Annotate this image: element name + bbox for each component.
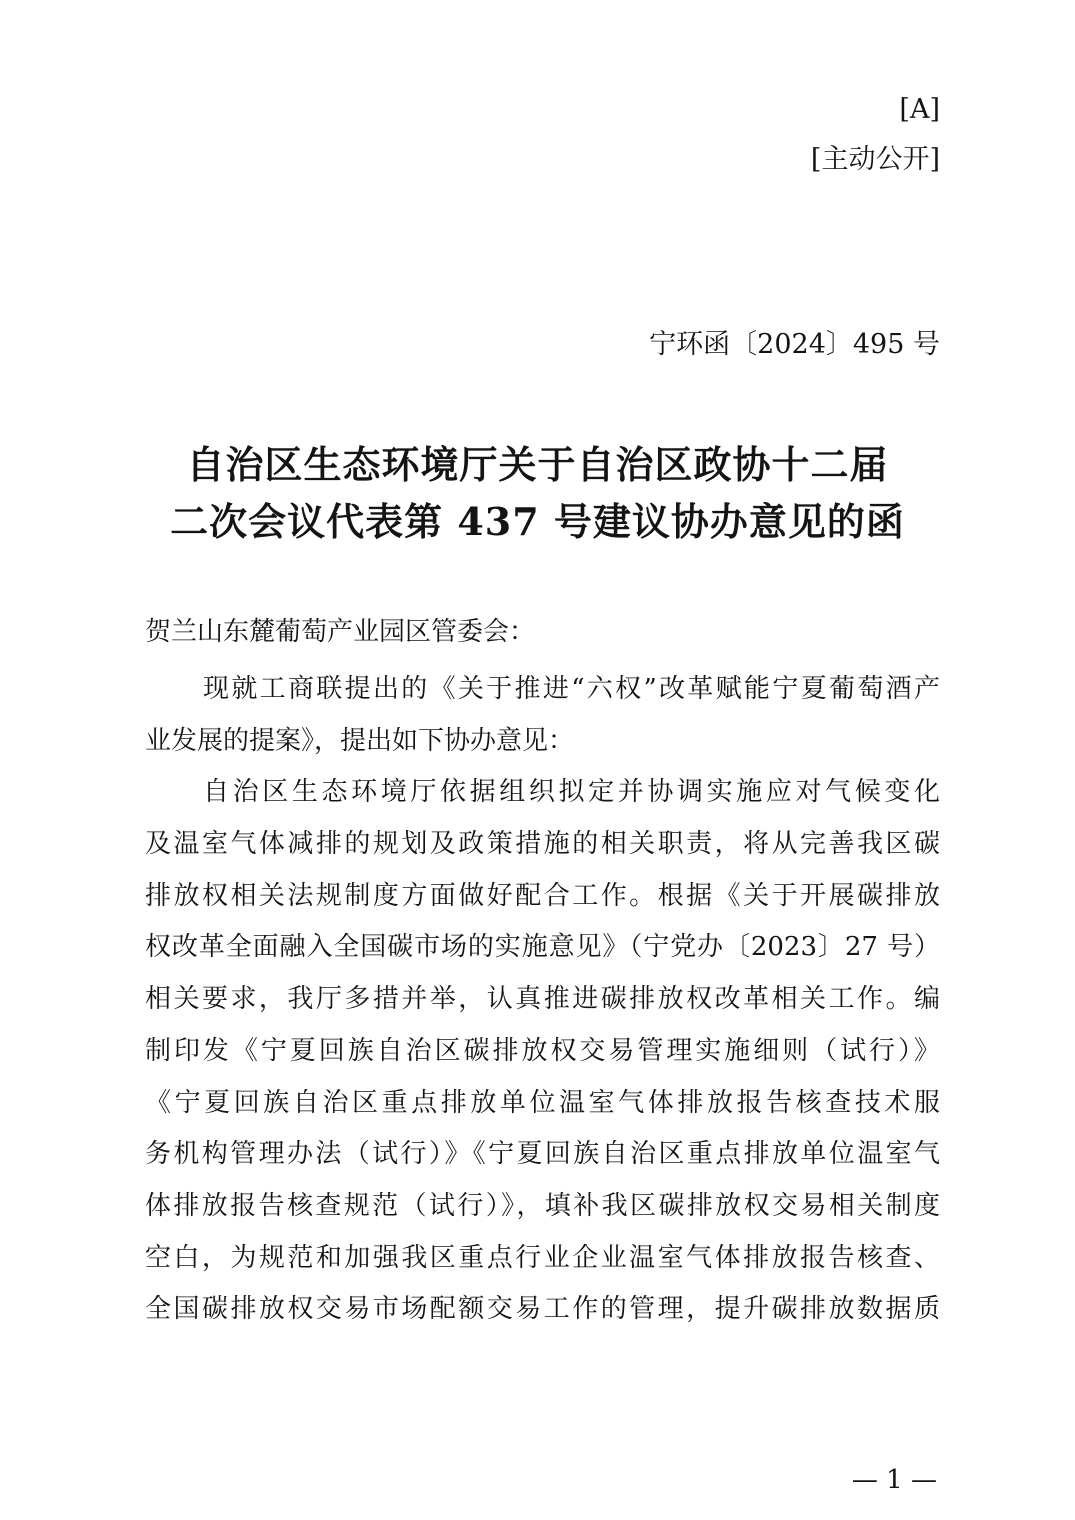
- body-line: 权改革全面融入全国碳市场的实施意见》（宁党办〔2023〕27 号）: [145, 932, 940, 963]
- paragraph-2: [145, 767, 940, 1336]
- paragraph-1: [145, 664, 940, 767]
- body-line: 制印发《宁夏回族自治区碳排放权交易管理实施细则（试行）》: [145, 1035, 940, 1066]
- document-number: 宁环函〔2024〕495 号: [649, 329, 940, 360]
- body-line: 自治区生态环境厅依据组织拟定并协调实施应对气候变化: [203, 777, 940, 808]
- body-line: 全国碳排放权交易市场配额交易工作的管理，提升碳排放数据质: [145, 1294, 940, 1325]
- body-line: 务机构管理办法（试行）》《宁夏回族自治区重点排放单位温室气: [145, 1139, 940, 1170]
- body-line: 相关要求，我厅多措并举，认真推进碳排放权改革相关工作。编: [145, 984, 940, 1015]
- body-line: 现就工商联提出的《关于推进“六权”改革赋能宁夏葡萄酒产: [203, 674, 940, 704]
- body-line: 体排放报告核查规范（试行）》，填补我区碳排放权交易相关制度: [145, 1190, 940, 1221]
- body-line: 及温室气体减排的规划及政策措施的相关职责，将从完善我区碳: [145, 829, 940, 860]
- page-number: — 1 —: [851, 1465, 937, 1495]
- document-title-line-1: 自治区生态环境厅关于自治区政协十二届: [186, 442, 889, 487]
- disclosure-mark: [主动公开]: [810, 144, 940, 175]
- document-title-line-2: 二次会议代表第 437 号建议协办意见的函: [170, 499, 905, 544]
- security-level-mark: [A]: [899, 94, 940, 125]
- body-line: 排放权相关法规制度方面做好配合工作。根据《关于开展碳排放: [145, 880, 940, 911]
- document-body: [145, 606, 940, 1336]
- body-line: 《宁夏回族自治区重点排放单位温室气体排放报告核查技术服: [145, 1087, 940, 1118]
- body-line: 业发展的提案》，提出如下协办意见：: [145, 725, 575, 756]
- body-line: 空白，为规范和加强我区重点行业企业温室气体排放报告核查、: [145, 1242, 940, 1273]
- addressee: 贺兰山东麓葡萄产业园区管委会：: [145, 617, 536, 647]
